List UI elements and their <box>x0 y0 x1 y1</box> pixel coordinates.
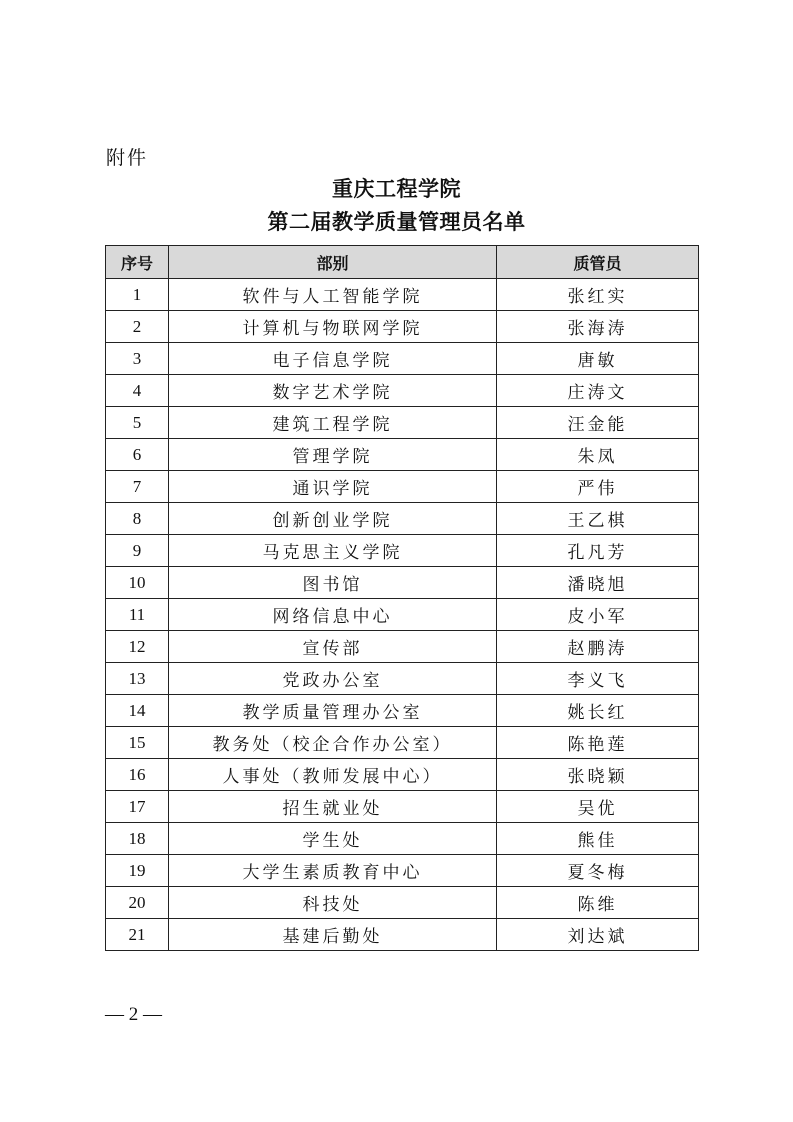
cell-index: 14 <box>106 695 169 727</box>
cell-dept: 学生处 <box>169 823 497 855</box>
cell-index: 2 <box>106 311 169 343</box>
cell-index: 17 <box>106 791 169 823</box>
cell-name: 孔凡芳 <box>497 535 699 567</box>
cell-dept: 通识学院 <box>169 471 497 503</box>
cell-dept: 人事处（教师发展中心） <box>169 759 497 791</box>
cell-dept: 网络信息中心 <box>169 599 497 631</box>
table-row <box>106 599 699 631</box>
document-title-institution: 重庆工程学院 <box>332 176 461 201</box>
cell-dept: 基建后勤处 <box>169 919 497 951</box>
table-row <box>106 567 699 599</box>
header-department: 部别 <box>169 246 497 279</box>
cell-name: 熊佳 <box>497 823 699 855</box>
cell-name: 潘晓旭 <box>497 567 699 599</box>
table-row <box>106 631 699 663</box>
attachment-label: 附件 <box>106 147 149 169</box>
table-row <box>106 279 699 311</box>
table-row <box>106 727 699 759</box>
cell-dept: 招生就业处 <box>169 791 497 823</box>
cell-index: 21 <box>106 919 169 951</box>
cell-index: 18 <box>106 823 169 855</box>
manager-roster-table <box>105 245 699 951</box>
cell-name: 姚长红 <box>497 695 699 727</box>
cell-dept: 马克思主义学院 <box>169 535 497 567</box>
cell-index: 7 <box>106 471 169 503</box>
cell-name: 唐敏 <box>497 343 699 375</box>
cell-name: 夏冬梅 <box>497 855 699 887</box>
cell-dept: 创新创业学院 <box>169 503 497 535</box>
cell-index: 8 <box>106 503 169 535</box>
cell-name: 庄涛文 <box>497 375 699 407</box>
cell-name: 张海涛 <box>497 311 699 343</box>
cell-name: 张红实 <box>497 279 699 311</box>
cell-dept: 计算机与物联网学院 <box>169 311 497 343</box>
cell-name: 陈艳莲 <box>497 727 699 759</box>
cell-dept: 教务处（校企合作办公室） <box>169 727 497 759</box>
table-row <box>106 343 699 375</box>
table-row <box>106 887 699 919</box>
cell-index: 10 <box>106 567 169 599</box>
table-header-row <box>106 246 699 279</box>
table-row <box>106 855 699 887</box>
cell-index: 12 <box>106 631 169 663</box>
cell-name: 严伟 <box>497 471 699 503</box>
cell-dept: 宣传部 <box>169 631 497 663</box>
cell-dept: 软件与人工智能学院 <box>169 279 497 311</box>
cell-dept: 电子信息学院 <box>169 343 497 375</box>
cell-name: 刘达斌 <box>497 919 699 951</box>
cell-name: 李义飞 <box>497 663 699 695</box>
cell-dept: 建筑工程学院 <box>169 407 497 439</box>
table-body <box>106 279 699 951</box>
table-row <box>106 407 699 439</box>
cell-dept: 教学质量管理办公室 <box>169 695 497 727</box>
cell-index: 11 <box>106 599 169 631</box>
document-title-list: 第二届教学质量管理员名单 <box>267 209 526 234</box>
cell-index: 9 <box>106 535 169 567</box>
cell-index: 6 <box>106 439 169 471</box>
cell-dept: 管理学院 <box>169 439 497 471</box>
cell-name: 赵鹏涛 <box>497 631 699 663</box>
table-row <box>106 503 699 535</box>
table-row <box>106 535 699 567</box>
cell-dept: 数字艺术学院 <box>169 375 497 407</box>
table-row <box>106 311 699 343</box>
cell-dept: 大学生素质教育中心 <box>169 855 497 887</box>
table-row <box>106 663 699 695</box>
cell-index: 5 <box>106 407 169 439</box>
cell-index: 1 <box>106 279 169 311</box>
table-row <box>106 439 699 471</box>
cell-index: 19 <box>106 855 169 887</box>
header-manager: 质管员 <box>497 246 699 279</box>
table-row <box>106 695 699 727</box>
cell-index: 15 <box>106 727 169 759</box>
cell-index: 4 <box>106 375 169 407</box>
table-row <box>106 759 699 791</box>
cell-name: 朱凤 <box>497 439 699 471</box>
cell-name: 王乙棋 <box>497 503 699 535</box>
table-row <box>106 791 699 823</box>
header-index: 序号 <box>106 246 169 279</box>
cell-index: 16 <box>106 759 169 791</box>
cell-name: 皮小军 <box>497 599 699 631</box>
cell-name: 吴优 <box>497 791 699 823</box>
table-row <box>106 919 699 951</box>
cell-dept: 图书馆 <box>169 567 497 599</box>
table-row <box>106 375 699 407</box>
cell-index: 13 <box>106 663 169 695</box>
cell-index: 20 <box>106 887 169 919</box>
cell-name: 张晓颖 <box>497 759 699 791</box>
cell-index: 3 <box>106 343 169 375</box>
page-number: — 2 — <box>105 1004 162 1025</box>
cell-dept: 科技处 <box>169 887 497 919</box>
table-row <box>106 471 699 503</box>
cell-name: 汪金能 <box>497 407 699 439</box>
cell-dept: 党政办公室 <box>169 663 497 695</box>
table-row <box>106 823 699 855</box>
cell-name: 陈维 <box>497 887 699 919</box>
